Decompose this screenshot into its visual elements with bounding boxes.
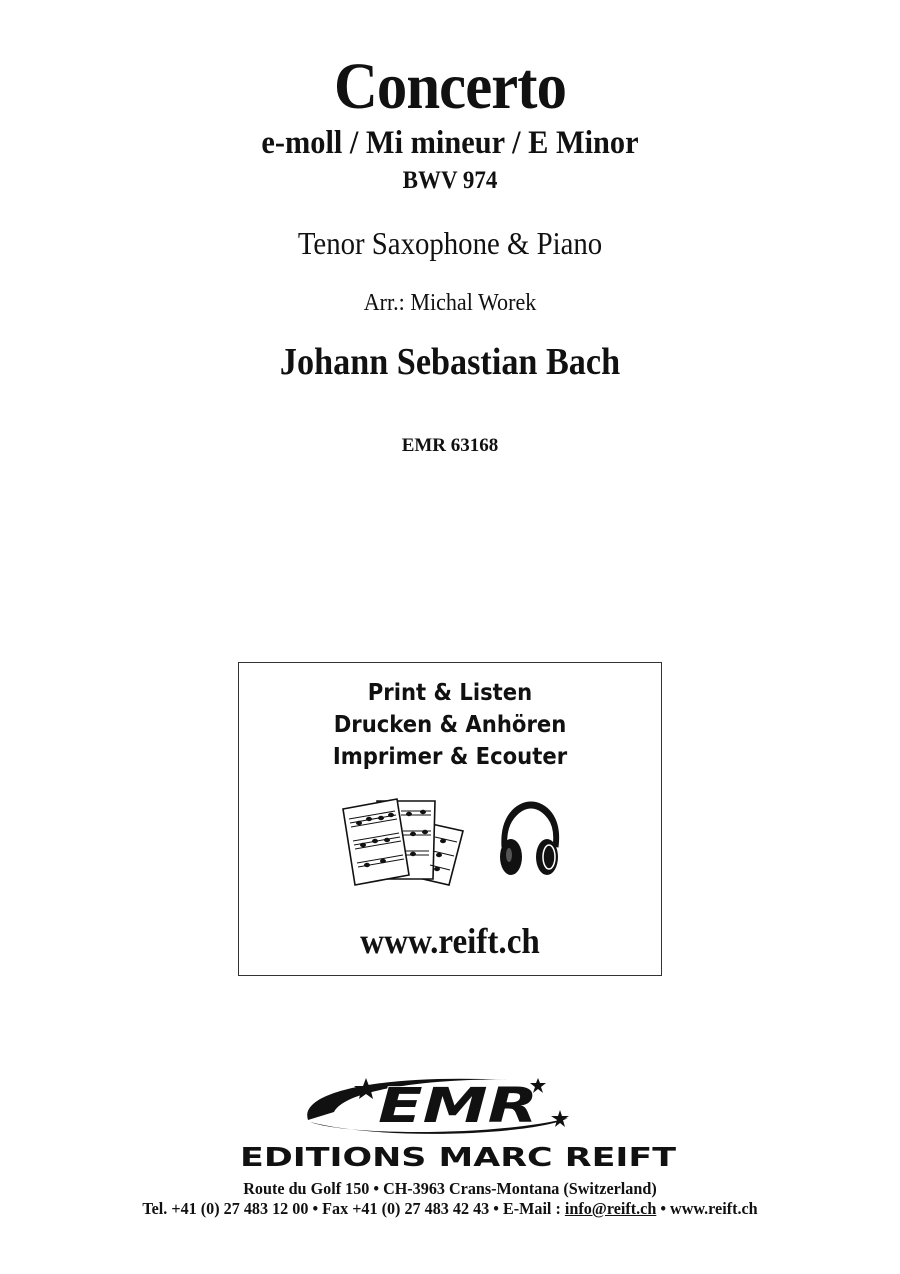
promo-line-german: Drucken & Anhören [333,712,567,738]
instrumentation: Tenor Saxophone & Piano [297,225,603,261]
emr-publisher-logo [238,1072,678,1172]
promo-line-english: Print & Listen [367,680,533,706]
promo-line-french: Imprimer & Ecouter [332,744,568,770]
edition-number: EMR 63168 [401,435,499,456]
headphones-icon [495,801,565,879]
work-title: Concerto [333,50,567,123]
key-signature: e-moll / Mi mineur / E Minor [261,125,639,161]
contact-phone-fax: Tel. +41 (0) 27 483 12 00 • Fax +41 (0) 27 483 42 43 • E-Mail : [142,1199,565,1218]
contact-website: • www.reift.ch [656,1199,758,1218]
arranger: Arr.: Michal Worek [363,290,537,316]
promo-website-link[interactable]: www.reift.ch [360,921,540,961]
email-link[interactable]: info@reift.ch [564,1199,657,1218]
logo-publisher-name: EDITIONS MARC REIFT [240,1143,677,1172]
print-listen-box [238,662,662,976]
composer: Johann Sebastian Bach [279,341,621,383]
publisher-contact [23,1198,878,1220]
catalog-number: BWV 974 [402,167,498,194]
sheet-music-icon [339,795,469,887]
publisher-address: Route du Golf 150 • CH-3963 Crans-Montana (Switzerland) [243,1179,657,1198]
logo-emr-text: EMR [378,1078,538,1134]
